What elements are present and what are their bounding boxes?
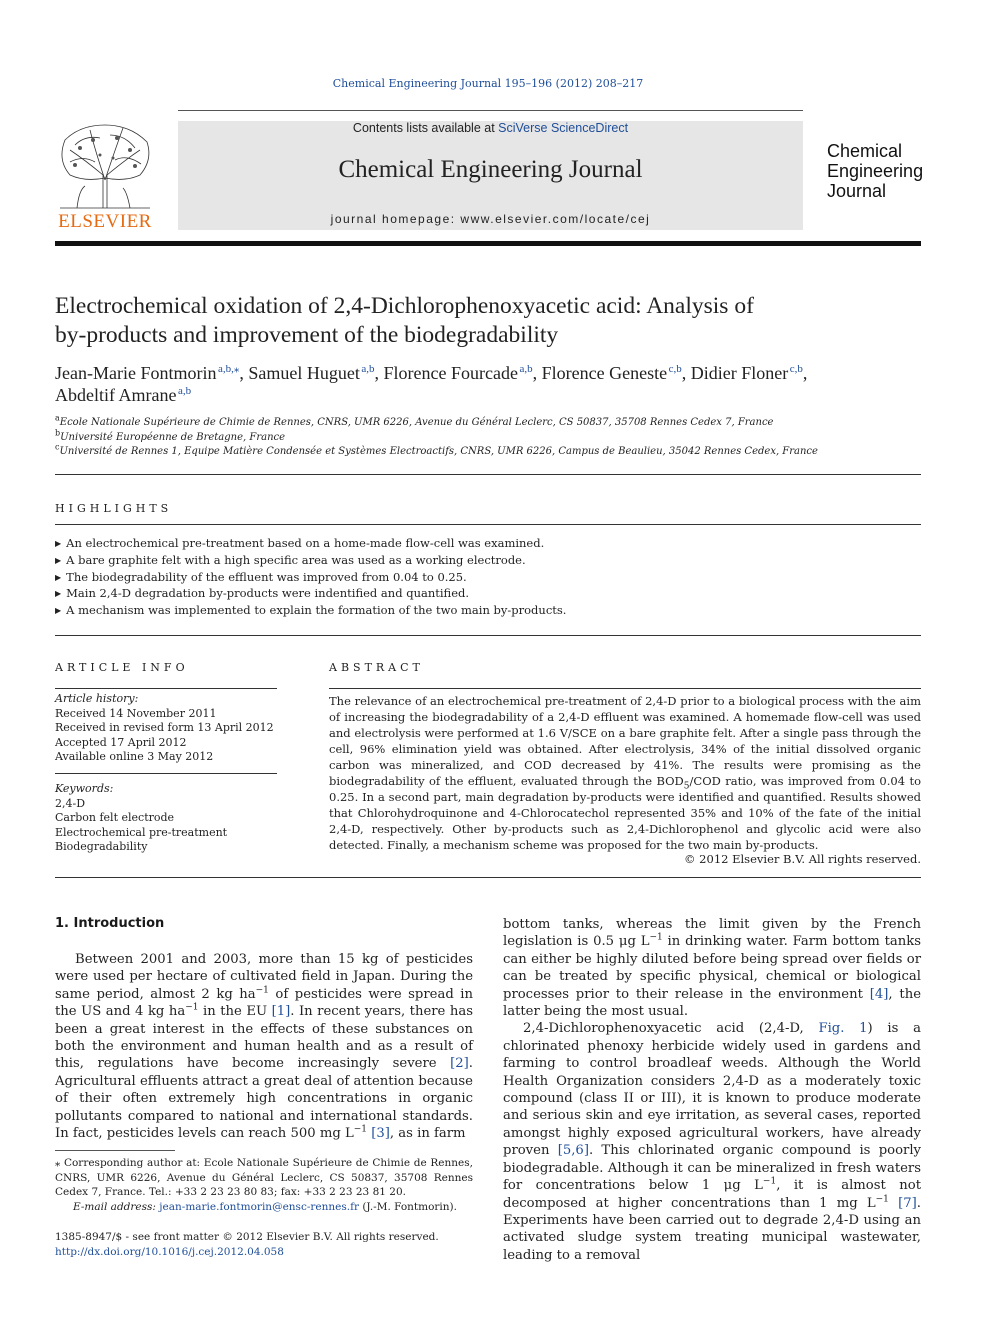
sciencedirect-link[interactable]: SciVerse ScienceDirect <box>498 121 629 135</box>
highlight-item: ▶ A mechanism was implemented to explain the formation of the two main by-products. <box>55 603 921 620</box>
keyword: Biodegradability <box>55 840 148 853</box>
keyword: 2,4-D <box>55 796 86 810</box>
author[interactable]: Didier Floner $^{c,b}$ <box>690 363 803 383</box>
footnote-rule <box>55 1150 175 1151</box>
citation-link[interactable]: [7] <box>898 1195 917 1211</box>
keyword: Carbon felt electrode <box>55 811 175 824</box>
doi-link[interactable]: http://dx.doi.org/10.1016/j.cej.2012.04.058 <box>55 1245 284 1258</box>
highlight-item: ▶ The biodegradability of the effluent was improved from 0.04 to 0.25. <box>55 570 921 587</box>
section-heading: 1. Introduction <box>55 916 165 931</box>
divider <box>55 635 921 636</box>
paragraph: 2,4-Dichlorophenoxyacetic acid (2,4-D, Fig. 1) is a chlorinated phenoxy herbicide widely used in gardens and farming to control broadleaf weeds. Although the World Health Organization considers 2,4-D as a moderately toxic compound (class II or III), it is known to produce moderate and serious skin and eye irritation, as several cases, reported amongst highly exposed agricultural workers, have already proven [5,6]. This chlorinated organic compound is poorly biodegradable. Although it can be mineralized in fresh waters for concentrations below 1 μg $L^{-1}$, it is almost not decomposed at higher concentrations than 1 mg $L^{-1}$ [7]. Experiments have been carried out to degrade 2,4-D using an activated sludge system treating municipal wastewater, leading to a removal <box>503 1021 921 1263</box>
highlights-list <box>55 536 921 620</box>
highlight-item: ▶ A bare graphite felt with a high specific area was used as a working electrode. <box>55 553 921 570</box>
citation-link[interactable]: [5,6] <box>557 1143 589 1159</box>
corresponding-author-footnote: ⁎ Corresponding author at: Ecole Nationale Supérieure de Chimie de Rennes, CNRS, UMR 6226, Avenue du Général Leclerc, CS 50837, 35708 Rennes Cedex 7, France. Tel.: +33 2 23 23 80 83; fax: +33 2 23 23 81 20. E-mail address: jean-marie.fontmorin@ensc-rennes.fr (J.-M. Fontmorin). <box>55 1157 473 1213</box>
journal-title: Chemical Engineering Journal <box>338 156 643 183</box>
divider <box>55 474 921 475</box>
author-list: Jean-Marie Fontmorin $^{a,b,⁎}$, Samuel Huguet $^{a,b}$, Florence Fourcade $^{a,b}$, Florence Geneste $^{c,b}$, Didier Floner $^{c,b}$, Abdeltif Amrane $^{a,b}$ <box>55 363 808 405</box>
author[interactable]: Florence Geneste $^{c,b}$ <box>541 363 682 383</box>
affiliation: $^b$Université Européenne de Bretagne, France <box>55 428 286 443</box>
author[interactable]: Florence Fourcade $^{a,b}$ <box>383 363 533 383</box>
highlight-item: ▶ An electrochemical pre-treatment based on a home-made flow-cell was examined. <box>55 536 921 553</box>
article-history: Article history: Received 14 November 2011 Received in revised form 13 April 2012 Accepted 17 April 2012 Available online 3 May 2012 <box>55 692 274 763</box>
keywords: Keywords: 2,4-D Carbon felt electrode Electrochemical pre-treatment Biodegradability <box>55 782 277 855</box>
figure-link[interactable]: Fig. 1 <box>818 1021 868 1037</box>
article-title: Electrochemical oxidation of 2,4-Dichlorophenoxyacetic acid: Analysis of by-products and improvement of the biodegradability <box>55 293 754 348</box>
publisher-wordmark[interactable]: ELSEVIER <box>58 211 152 232</box>
author[interactable]: Jean-Marie Fontmorin $^{a,b,⁎}$ <box>55 363 240 383</box>
page-footer: 1385-8947/$ - see front matter © 2012 Elsevier B.V. All rights reserved. http://dx.doi.org/10.1016/j.cej.2012.04.058 <box>55 1231 439 1258</box>
header-thick-rule <box>55 241 921 246</box>
abstract-heading: ABSTRACT <box>329 661 424 674</box>
citation-link[interactable]: [3] <box>371 1126 390 1142</box>
divider <box>55 524 921 525</box>
citation-link[interactable]: [2] <box>450 1056 469 1072</box>
intro-column-left <box>55 951 473 1142</box>
author[interactable]: Samuel Huguet $^{a,b}$ <box>248 363 375 383</box>
abstract-body: The relevance of an electrochemical pre-treatment of 2,4-D prior to a biological process with the aim of increasing the biodegradability of a 2,4-D effluent was examined. A homemade flow-cell was used and electrolysis were performed at 1.6 V/SCE on a bare graphite felt. After a single pass through the cell, 96% elimination yield was obtained. After electrolysis, 34% of the initial dissolved organic carbon was mineralized, and COD decreased by 41%. The results were promising as the biodegradability of the effluent, evaluated through the $BOD_5$/COD ratio, was improved from 0.04 to 0.25. In a second part, main degradation by-products were identified and quantified. Results showed that Chlorohydroquinone and 4-Chlorocatechol represented 35% and 10% of the fate of the initial 2,4-D, respectively. Other by-products such as 2,4-Dichlorophenol and glycolic acid were also detected. Finally, a mechanism scheme was proposed for the two main by-products. <box>329 694 921 852</box>
highlights-heading: HIGHLIGHTS <box>55 502 173 515</box>
article-info-heading: ARTICLE INFO <box>55 661 189 674</box>
highlight-item: ▶ Main 2,4-D degradation by-products were indentified and quantified. <box>55 586 921 603</box>
divider <box>55 877 921 878</box>
paragraph: Between 2001 and 2003, more than 15 kg of pesticides were used per hectare of cultivated field in Japan. During the same period, almost 2 kg $ha^{-1}$ of pesticides were spread in the US and 4 kg $ha^{-1}$ in the EU [1]. In recent years, there has been a great interest in the effects of these substances on both the environment and human health and as a result of this, regulations have become increasingly severe [2]. Agricultural effluents attract a great deal of attention because of their often extremely high concentrations in organic pollutants compared to national and international standards. In fact, pesticides levels can reach 500 mg $L^{-1}$ [3], as in farm <box>55 952 474 1142</box>
journal-homepage[interactable]: journal homepage: www.elsevier.com/locate/cej <box>330 212 651 226</box>
intro-column-right <box>503 916 921 1264</box>
journal-logo: Chemical Engineering Journal <box>827 141 924 201</box>
contents-line: Contents lists available at SciVerse ScienceDirect <box>352 121 629 135</box>
header-rule <box>178 110 803 111</box>
affiliation: $^a$Ecole Nationale Supérieure de Chimie de Rennes, CNRS, UMR 6226, Avenue du Général Leclerc, CS 50837, 35708 Rennes Cedex 7, France <box>55 413 774 428</box>
journal-reference[interactable]: Chemical Engineering Journal 195–196 (2012) 208–217 <box>332 77 644 90</box>
affiliations <box>55 413 921 460</box>
affiliation: $^c$Université de Rennes 1, Equipe Matière Condensée et Systèmes Electroactifs, CNRS, UMR 6226, Campus de Beaulieu, 35042 Rennes Cedex, France <box>55 442 818 457</box>
email-link[interactable]: jean-marie.fontmorin@ensc-rennes.fr <box>159 1200 359 1213</box>
keyword: Electrochemical pre-treatment <box>55 825 228 839</box>
divider <box>329 688 921 689</box>
abstract-copyright: © 2012 Elsevier B.V. All rights reserved. <box>684 852 921 866</box>
divider <box>55 688 277 689</box>
divider <box>55 773 277 774</box>
citation-link[interactable]: [1] <box>271 1004 291 1020</box>
author[interactable]: Abdeltif Amrane $^{a,b}$ <box>55 385 192 405</box>
citation-link[interactable]: [4] <box>869 986 889 1002</box>
paragraph: bottom tanks, whereas the limit given by the French legislation is 0.5 μg $L^{-1}$ in drinking water. Farm bottom tanks can either be highly diluted before being spread over fields or can be treated by specific physical, chemical or biological processes prior to their release in the environment [4], the latter being the most usual. <box>503 917 922 1020</box>
